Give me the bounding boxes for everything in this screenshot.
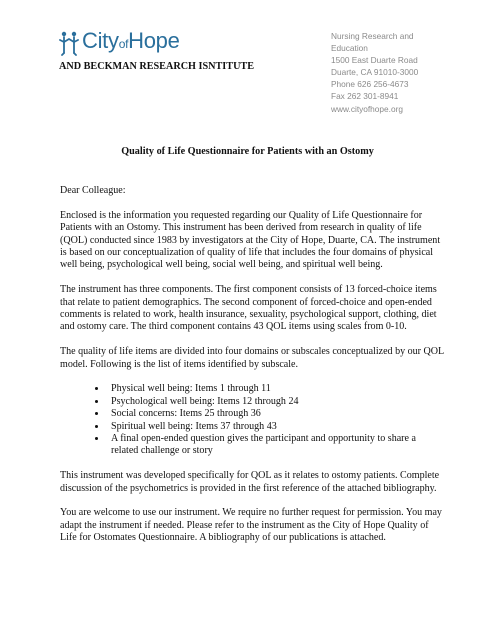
address-line: Duarte, CA 91010-3000 [331,67,419,78]
website-link[interactable]: www.cityofhope.org [331,103,403,114]
address-line: Phone 626 256-4673 [331,79,409,90]
paragraph-intro: Enclosed is the information you requested regarding our Quality of Life Questionnaire for Patients with an Ostomy. This instrument has been derived from research in quality of life (QOL) conducted since 1983 by investigators at the City of Hope, Duarte, CA. The instrument is based on our conceptualization of quality of life that includes the four domains of physical well being, psychological well being, social well being, and spiritual well being. [60,209,441,271]
paragraph-permission: You are welcome to use our instrument. We require no further request for permission. You may adapt the instrument if needed. Please refer to the instrument as the City of Hope Quality of Life for Ostomates Questionnaire. A bibliography of our publications is attached. [60,507,442,544]
list-item: • A final open-ended question gives the participant and opportunity to share a related challenge or story [107,433,445,458]
city-of-hope-logo [59,28,180,57]
logo-word-city: City [82,28,119,53]
paragraph-components: The instrument has three components. The first component consists of 13 forced-choice items that relate to patient demographics. The second component of forced-choice and open-ended comments is related to work, health insurance, sexuality, psychological support, clothing, diet and ostomy care. The third component contains 43 QOL items using scales from 0-10. [60,284,437,333]
address-line: 1500 East Duarte Road [331,55,418,66]
document-title: Quality of Life Questionnaire for Patients with an Ostomy [121,146,374,157]
address-line: Nursing Research and [331,31,414,41]
logo-word-hope: Hope [128,28,180,53]
paragraph-psychometrics: This instrument was developed specifically for QOL as it relates to ostomy patients. Complete discussion of the psychometrics is provided in the first reference of the attached bibliography. [60,470,440,494]
paragraph-domains: The quality of life items are divided into four domains or subscales conceptualized by our QOL model. Following is the list of items identified by subscale. [60,346,444,370]
list-item: • Psychological well being: Items 12 through 24 [107,396,445,408]
letter-body [60,185,445,557]
list-item: • Social concerns: Items 25 through 36 [107,408,445,420]
salutation: Dear Colleague: [60,185,126,196]
address-block [331,30,418,115]
address-line: Education [331,43,368,54]
address-line: Fax 262 301-8941 [331,91,399,102]
logo-word-of: of [118,37,129,51]
list-item: • Spiritual well being: Items 37 through 43 [107,421,445,433]
subscale-list [60,383,445,457]
logo-wordmark [82,28,180,57]
list-item: • Physical well being: Items 1 through 11 [107,383,445,395]
city-of-hope-emblem-icon [59,30,79,56]
institute-name: AND BECKMAN RESEARCH ISNTITUTE [59,61,255,72]
